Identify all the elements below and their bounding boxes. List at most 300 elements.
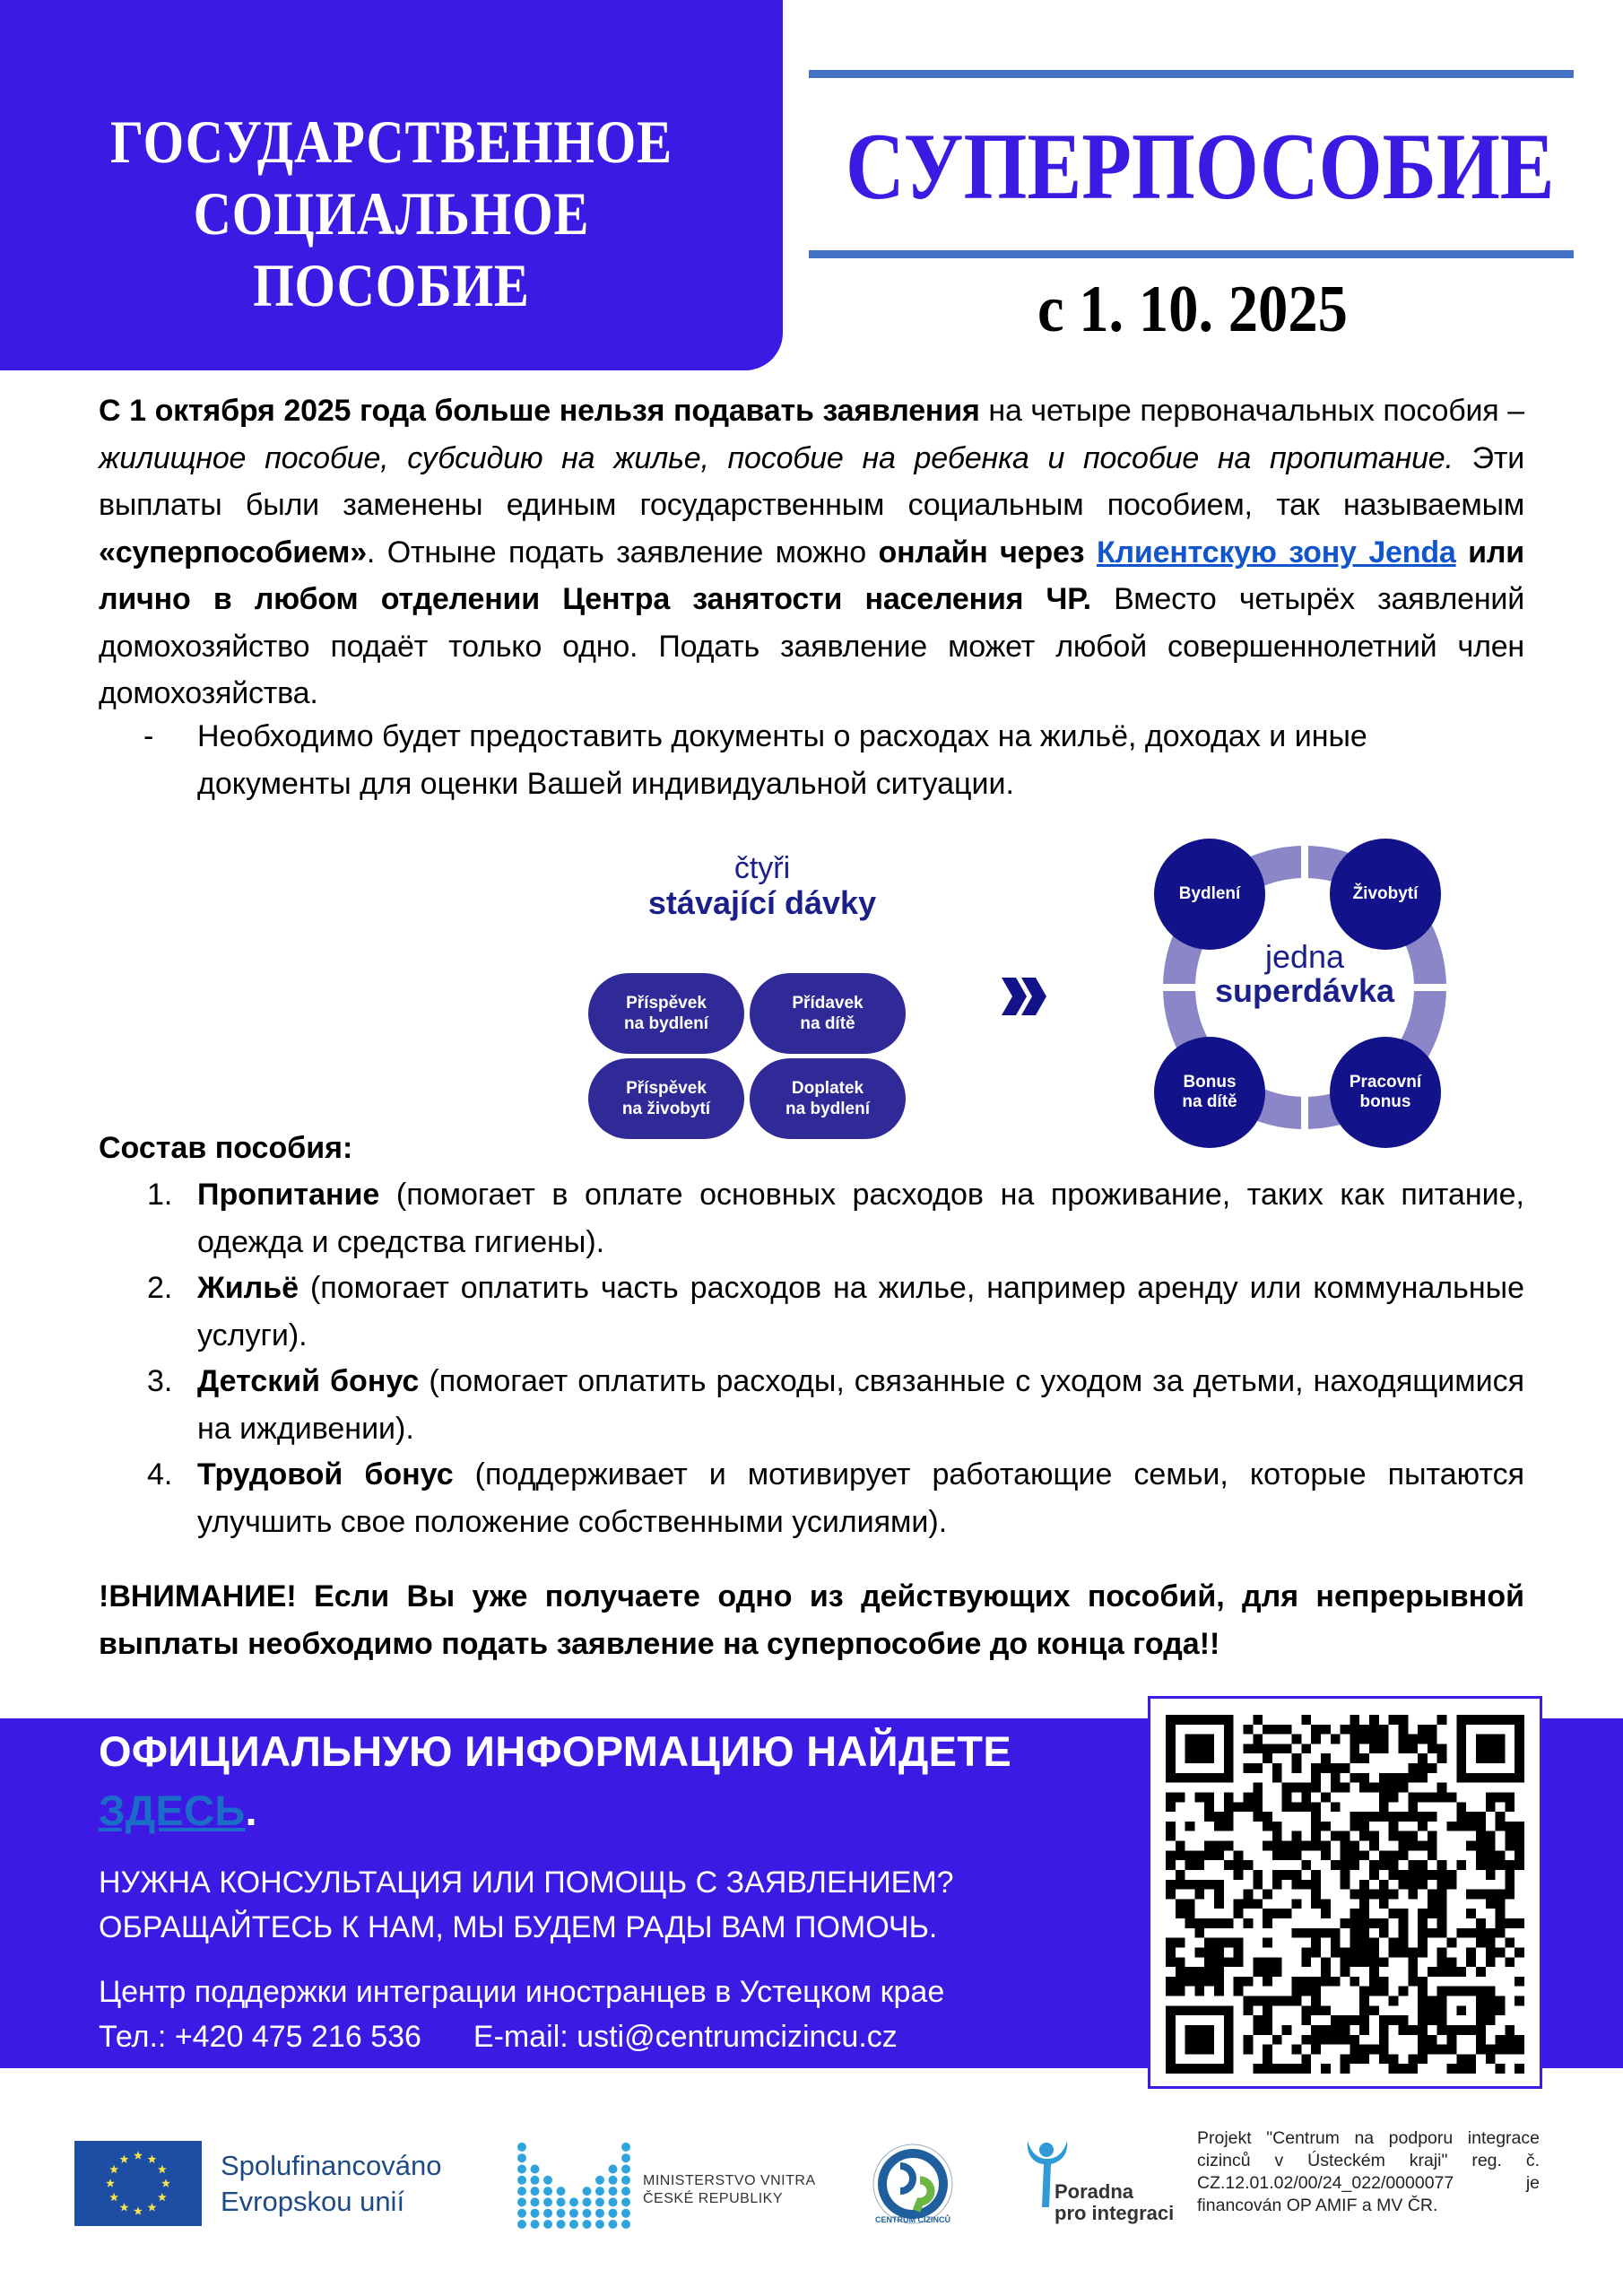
qr-module — [1428, 1967, 1437, 1977]
qr-module — [1379, 1850, 1389, 1860]
qr-module — [1379, 1783, 1389, 1793]
qr-module — [1253, 1715, 1263, 1725]
qr-module — [1428, 1909, 1437, 1918]
qr-module — [1389, 1773, 1399, 1783]
top-divider — [809, 70, 1574, 78]
qr-module — [1214, 1938, 1224, 1948]
qr-module — [1379, 1928, 1389, 1938]
qr-module — [1321, 1841, 1331, 1851]
qr-module — [1408, 1890, 1418, 1900]
intro-italic: жилищное пособие, субсидию на жилье, пособие на ребенка и пособие на пропитание. — [99, 440, 1454, 475]
qr-module — [1505, 1938, 1515, 1948]
intro-bold: С 1 октября 2025 года больше нельзя подавать заявления — [99, 394, 980, 428]
email-address[interactable]: E-mail: usti@centrumcizincu.cz — [473, 2020, 898, 2054]
qr-module — [1408, 2054, 1418, 2064]
component-circle-child-bonus — [1154, 1037, 1265, 1148]
qr-module — [1505, 1870, 1515, 1880]
qr-module — [1476, 1831, 1486, 1841]
item-description: (помогает в оплате основных расходов на проживание, таких как питание, одежда и средства гигиены). — [197, 1178, 1524, 1259]
qr-module — [1350, 1735, 1359, 1744]
qr-module — [1331, 1831, 1341, 1841]
circle-label: bonus — [1359, 1092, 1411, 1111]
qr-module — [1437, 1899, 1447, 1909]
logo-dot — [531, 2165, 540, 2174]
logo-dot — [621, 2209, 630, 2218]
qr-module — [1176, 1957, 1185, 1967]
logo-dot — [609, 2220, 618, 2229]
qr-module — [1341, 1880, 1350, 1890]
qr-module — [1379, 2025, 1389, 2035]
qr-module — [1418, 1841, 1428, 1851]
qr-module — [1437, 1947, 1447, 1957]
logo-dot — [609, 2197, 618, 2206]
circle-label: Bonus — [1183, 1073, 1237, 1091]
item-title: Трудовой бонус — [197, 1457, 454, 1492]
qr-module — [1496, 1812, 1506, 1822]
qr-module — [1194, 1987, 1204, 1996]
qr-module — [1224, 1802, 1234, 1812]
qr-module — [1418, 2025, 1428, 2035]
qr-module — [1292, 1899, 1302, 1909]
qr-module — [1166, 1792, 1176, 1802]
qr-module — [1418, 1987, 1428, 1996]
logo-dot — [517, 2165, 526, 2174]
qr-module — [1341, 1841, 1350, 1851]
qr-module — [1496, 2064, 1506, 2074]
qr-module — [1359, 1928, 1369, 1938]
qr-module — [1379, 1725, 1389, 1735]
qr-module — [1408, 1977, 1418, 1987]
qr-module — [1447, 2045, 1457, 2055]
qr-module — [1282, 2025, 1292, 2035]
qr-module — [1398, 1783, 1408, 1793]
qr-module — [1389, 1890, 1399, 1900]
qr-module — [1292, 2045, 1302, 2055]
qr-module — [1369, 1812, 1379, 1822]
qr-module — [1476, 2035, 1486, 2045]
qr-module — [1282, 1792, 1292, 1802]
qr-module — [1311, 1812, 1321, 1822]
qr-module — [1263, 2045, 1272, 2055]
logo-dot — [621, 2165, 630, 2174]
qr-module — [1321, 2064, 1331, 2074]
qr-module — [1476, 1890, 1486, 1900]
qr-module — [1369, 1744, 1379, 1753]
qr-module — [1185, 1977, 1195, 1987]
qr-module — [1214, 1850, 1224, 1860]
poradna-line: Poradna — [1055, 2180, 1134, 2203]
qr-module — [1350, 1938, 1359, 1948]
qr-module — [1214, 1977, 1224, 1987]
qr-module — [1418, 1880, 1428, 1890]
qr-module — [1176, 1938, 1185, 1948]
qr-module — [1331, 1977, 1341, 1987]
qr-module — [1379, 1773, 1389, 1783]
qr-module — [1214, 1899, 1224, 1909]
qr-module — [1282, 1802, 1292, 1812]
qr-module — [1234, 1987, 1244, 1996]
centrum-cizincu-logo-icon — [868, 2139, 958, 2229]
qr-module — [1331, 2025, 1341, 2035]
qr-module — [1272, 1763, 1282, 1773]
qr-module — [1456, 1822, 1466, 1831]
qr-module — [1253, 1792, 1263, 1802]
qr-module — [1166, 1860, 1176, 1870]
ministry-interior-logo-icon — [516, 2141, 632, 2231]
header-title-line: ПОСОБИЕ — [253, 251, 530, 319]
qr-module — [1282, 1725, 1292, 1735]
qr-module — [1263, 1996, 1272, 2006]
eu-flag-icon — [74, 2141, 202, 2226]
logo-dot — [557, 2197, 566, 2206]
qr-module — [1428, 1870, 1437, 1880]
qr-module — [1301, 1880, 1311, 1890]
qr-module — [1341, 1850, 1350, 1860]
qr-module — [1194, 1967, 1204, 1977]
qr-module — [1350, 1812, 1359, 1822]
qr-module — [1486, 2005, 1496, 2015]
qr-module — [1243, 1763, 1253, 1773]
qr-module — [1359, 1947, 1369, 1957]
qr-module — [1166, 1987, 1176, 1996]
center-name: Центр поддержки интеграции иностранцев в Устецком крае — [99, 1975, 945, 2009]
qr-module — [1496, 1947, 1506, 1957]
qr-module — [1194, 1928, 1204, 1938]
qr-module — [1369, 1860, 1379, 1870]
qr-module — [1418, 1947, 1428, 1957]
qr-module — [1466, 2064, 1476, 2074]
qr-module — [1408, 2025, 1418, 2035]
qr-module — [1428, 1928, 1437, 1938]
qr-module — [1408, 2064, 1418, 2074]
qr-module — [1350, 1860, 1359, 1870]
qr-module — [1176, 1880, 1185, 1890]
qr-module — [1263, 1977, 1272, 1987]
qr-module — [1311, 1841, 1321, 1851]
qr-module — [1398, 2025, 1408, 2035]
qr-module — [1272, 1880, 1282, 1890]
qr-module — [1214, 1947, 1224, 1957]
qr-module — [1341, 1918, 1350, 1928]
qr-module — [1253, 1880, 1263, 1890]
qr-module — [1301, 1977, 1311, 1987]
qr-module — [1301, 2054, 1311, 2064]
logo-dot — [543, 2187, 552, 2196]
qr-module — [1292, 1763, 1302, 1773]
qr-module — [1428, 2015, 1437, 2025]
qr-module — [1359, 2045, 1369, 2055]
qr-module — [1166, 1977, 1176, 1987]
qr-module — [1515, 2035, 1524, 2045]
qr-module — [1350, 2054, 1359, 2064]
qr-module — [1379, 2035, 1389, 2045]
qr-module — [1311, 2035, 1321, 2045]
qr-module — [1194, 1850, 1204, 1860]
qr-module — [1379, 1744, 1389, 1753]
logo-dot — [609, 2187, 618, 2196]
logo-dot — [621, 2143, 630, 2152]
qr-module — [1437, 1753, 1447, 1763]
qr-module — [1292, 1987, 1302, 1996]
official-info-link[interactable]: ЗДЕСЬ — [99, 1787, 246, 1834]
qr-module — [1389, 1831, 1399, 1841]
pill-line: na živobytí — [621, 1100, 711, 1118]
qr-module — [1428, 1899, 1437, 1909]
qr-module — [1389, 1938, 1399, 1948]
qr-module — [1166, 1802, 1176, 1812]
qr-module — [1224, 1812, 1234, 1822]
qr-module — [1234, 1860, 1244, 1870]
logo-dot — [531, 2209, 540, 2218]
qr-module — [1311, 1947, 1321, 1957]
old-benefit-pill — [588, 973, 744, 1054]
qr-module — [1253, 1735, 1263, 1744]
item-description: (помогает оплатить расходы, связанные с уходом за детьми, находящимися на иждивении). — [197, 1364, 1524, 1446]
qr-module — [1408, 1812, 1418, 1822]
qr-module — [1369, 1715, 1379, 1725]
qr-module — [1408, 1773, 1418, 1783]
qr-module — [1224, 1792, 1234, 1802]
qr-module — [1292, 1880, 1302, 1890]
diagram-center-small: jedna — [1264, 938, 1345, 975]
qr-module — [1408, 1763, 1418, 1773]
qr-module — [1253, 1802, 1263, 1812]
qr-module — [1331, 1947, 1341, 1957]
qr-module — [1204, 1812, 1214, 1822]
qr-module — [1359, 2025, 1369, 2035]
qr-module — [1437, 1890, 1447, 1900]
qr-module — [1204, 1967, 1214, 1977]
qr-module — [1292, 1783, 1302, 1793]
qr-module — [1243, 2035, 1253, 2045]
qr-module — [1321, 1725, 1331, 1735]
qr-module — [1321, 1763, 1331, 1773]
logo-dot — [517, 2143, 526, 2152]
qr-module — [1486, 2015, 1496, 2025]
qr-module — [1408, 1792, 1418, 1802]
qr-module — [1243, 1725, 1253, 1735]
logo-dot — [621, 2220, 630, 2229]
qr-module — [1234, 1938, 1244, 1948]
qr-module — [1301, 2035, 1311, 2045]
double-chevron-right-icon — [1002, 978, 1046, 1015]
qr-module — [1321, 2005, 1331, 2015]
qr-module — [1398, 1928, 1408, 1938]
logo-dot — [557, 2220, 566, 2229]
qr-module — [1292, 1977, 1302, 1987]
qr-module — [1428, 2005, 1437, 2015]
qr-module — [1282, 1870, 1292, 1880]
qr-module — [1496, 1860, 1506, 1870]
qr-module — [1379, 1802, 1389, 1812]
qr-module — [1224, 1841, 1234, 1851]
qr-module — [1176, 1987, 1185, 1996]
qr-module — [1263, 1957, 1272, 1967]
qr-module — [1418, 1870, 1428, 1880]
qr-module — [1253, 2015, 1263, 2025]
qr-module — [1341, 1870, 1350, 1880]
super-benefit-title: СУПЕРПОСОБИЕ — [846, 114, 1555, 219]
qr-module — [1398, 1850, 1408, 1860]
qr-module — [1185, 1899, 1195, 1909]
qr-module — [1515, 1831, 1524, 1841]
qr-module — [1486, 1831, 1496, 1841]
qr-module — [1398, 1909, 1408, 1918]
qr-module — [1418, 1977, 1428, 1987]
qr-module — [1505, 1822, 1515, 1831]
qr-module — [1311, 2045, 1321, 2055]
poradna-line: pro integraci — [1055, 2202, 1175, 2224]
qr-module — [1253, 1967, 1263, 1977]
qr-module — [1418, 1928, 1428, 1938]
qr-module — [1253, 1744, 1263, 1753]
qr-module — [1176, 1870, 1185, 1880]
qr-module — [1408, 1841, 1418, 1851]
qr-module — [1272, 1870, 1282, 1880]
logo-dot — [583, 2197, 592, 2206]
qr-module — [1389, 1783, 1399, 1793]
qr-module — [1359, 1880, 1369, 1890]
qr-module — [1243, 1996, 1253, 2006]
qr-module — [1331, 1938, 1341, 1948]
qr-module — [1341, 1763, 1350, 1773]
qr-module — [1389, 1715, 1399, 1725]
qr-module — [1496, 2005, 1506, 2015]
intro-text: на четыре первоначальных пособия – — [979, 394, 1524, 428]
qr-module — [1379, 1735, 1389, 1744]
diagram-left-small: čtyři — [733, 851, 791, 885]
qr-module — [1496, 1928, 1506, 1938]
qr-module — [1379, 1957, 1389, 1967]
qr-module — [1486, 1792, 1496, 1802]
qr-module — [1447, 1967, 1457, 1977]
qr-module — [1486, 1841, 1496, 1851]
qr-module — [1243, 1802, 1253, 1812]
logo-dot — [621, 2187, 630, 2196]
qr-module — [1505, 2025, 1515, 2035]
qr-module — [1437, 1880, 1447, 1890]
qr-module — [1447, 2035, 1457, 2045]
qr-module — [1282, 2064, 1292, 2074]
qr-module — [1214, 1880, 1224, 1890]
qr-module — [1185, 1822, 1195, 1831]
logo-dot — [531, 2176, 540, 2185]
project-funding-note: Projekt "Centrum na podporu integrace cizinců v Ústeckém kraji" reg. č. CZ.12.01.02/00/24_022/0000077 je financován OP AMIF a MV ČR. — [1197, 2128, 1540, 2215]
qr-module — [1311, 1996, 1321, 2006]
qr-module — [1292, 1831, 1302, 1841]
qr-module — [1311, 1890, 1321, 1900]
qr-module — [1234, 1870, 1244, 1880]
qr-module — [1166, 1880, 1176, 1890]
qr-module — [1243, 1977, 1253, 1987]
qr-module — [1234, 1947, 1244, 1957]
qr-module — [1301, 1744, 1311, 1753]
item-description: (помогает оплатить часть расходов на жилье, например аренду или коммунальные услуги). — [197, 1271, 1524, 1352]
logo-dot — [595, 2220, 604, 2229]
logo-dot — [595, 2209, 604, 2218]
qr-module — [1515, 1977, 1524, 1987]
qr-module — [1311, 1977, 1321, 1987]
qr-module — [1204, 1792, 1214, 1802]
bullet-dash: - — [143, 719, 154, 753]
qr-module — [1194, 1890, 1204, 1900]
logo-dot — [609, 2209, 618, 2218]
qr-module — [1301, 1957, 1311, 1967]
qr-module — [1359, 1987, 1369, 1996]
qr-module — [1447, 1938, 1457, 1948]
qr-module — [1437, 1715, 1447, 1725]
qr-module — [1389, 1996, 1399, 2006]
bottom-divider — [809, 250, 1574, 258]
official-info-heading — [99, 1722, 1148, 1840]
qr-module — [1282, 1783, 1292, 1793]
qr-module — [1243, 2045, 1253, 2055]
qr-module — [1292, 1870, 1302, 1880]
qr-module — [1369, 1957, 1379, 1967]
qr-module — [1437, 1860, 1447, 1870]
qr-module — [1486, 1928, 1496, 1938]
qr-code-icon[interactable] — [1166, 1715, 1524, 2074]
qr-module — [1447, 1792, 1457, 1802]
qr-module — [1341, 1725, 1350, 1735]
logo-dot — [531, 2187, 540, 2196]
qr-module — [1369, 1783, 1379, 1793]
qr-module — [1447, 1822, 1457, 1831]
qr-module — [1321, 1957, 1331, 1967]
qr-module — [1359, 1753, 1369, 1763]
qr-module — [1204, 1880, 1214, 1890]
item-number: 1. — [147, 1178, 173, 1212]
ministry-text — [643, 2172, 816, 2208]
qr-module — [1263, 2015, 1272, 2025]
logo-dot — [595, 2176, 604, 2185]
intro-text: Вместо четырёх заявлений домохозяйство подаёт только одно. Подать заявление может любой совершеннолетний член домохозяйства. — [99, 582, 1524, 710]
qr-module — [1379, 1918, 1389, 1928]
qr-module — [1496, 1918, 1506, 1928]
qr-module — [1379, 1899, 1389, 1909]
jenda-client-zone-link[interactable]: Клиентскую зону Jenda — [1096, 535, 1456, 570]
qr-module — [1263, 1744, 1272, 1753]
qr-module — [1418, 2045, 1428, 2055]
qr-module — [1350, 1850, 1359, 1860]
qr-module — [1321, 1899, 1331, 1909]
qr-module — [1486, 2054, 1496, 2064]
qr-module — [1398, 1735, 1408, 1744]
qr-module — [1204, 1841, 1214, 1851]
qr-module — [1418, 2015, 1428, 2025]
qr-module — [1263, 2025, 1272, 2035]
qr-module — [1321, 1967, 1331, 1977]
qr-module — [1486, 1860, 1496, 1870]
item-number: 4. — [147, 1457, 173, 1492]
qr-module — [1398, 1744, 1408, 1753]
circle-label: Bydlení — [1178, 884, 1241, 903]
qr-module — [1476, 1841, 1486, 1851]
logo-dot — [517, 2197, 526, 2206]
qr-module — [1350, 1725, 1359, 1735]
logo-dot — [583, 2209, 592, 2218]
qr-module — [1428, 2035, 1437, 2045]
qr-module — [1301, 1802, 1311, 1812]
qr-module — [1466, 1841, 1476, 1851]
logo-dot — [543, 2176, 552, 2185]
qr-module — [1350, 1918, 1359, 1928]
qr-module — [1185, 1967, 1195, 1977]
qr-module — [1350, 2035, 1359, 2045]
qr-module — [1350, 1715, 1359, 1725]
qr-module — [1234, 1909, 1244, 1918]
qr-module — [1437, 2045, 1447, 2055]
